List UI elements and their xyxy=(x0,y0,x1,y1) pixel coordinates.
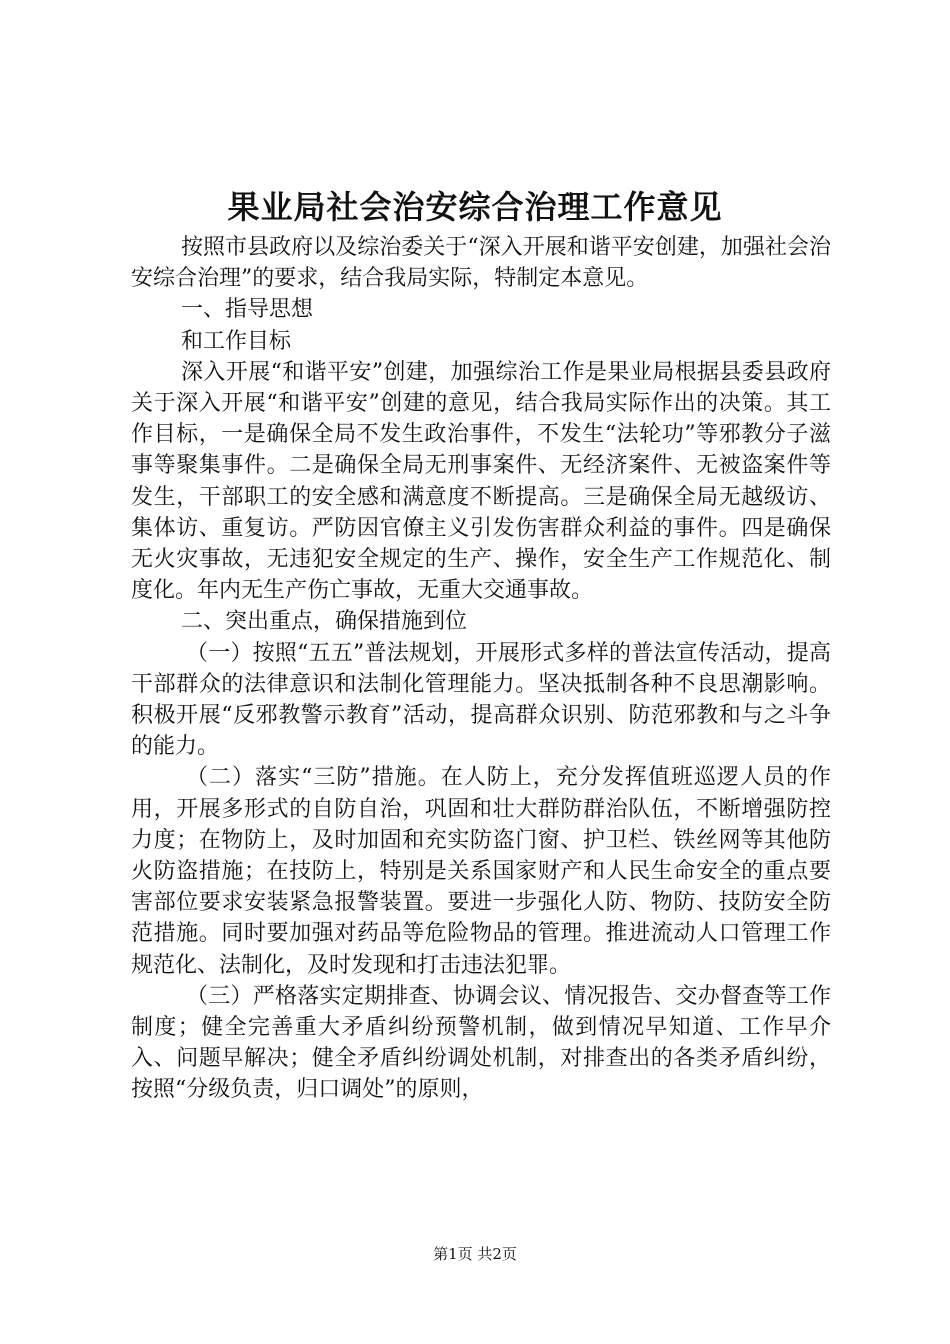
paragraph-item-2: （二）落实“三防”措施。在人防上，充分发挥值班巡逻人员的作用，开展多形式的自防自治，巩固和壮大群防群治队伍，不断增强防控力度；在物防上，及时加固和充实防盗门窗、护卫栏、铁丝网等其他防火防盗措施；在技防上，特别是关系国家财产和人民生命安全的重点要害部位要求安装紧急报警装置。要进一步强化人防、物防、技防安全防范措施。同时要加强对药品等危险物品的管理。推进流动人口管理工作规范化、法制化，及时发现和打击违法犯罪。 xyxy=(131,765,831,978)
document-title: 果业局社会治安综合治理工作意见 xyxy=(227,188,723,226)
section-heading-1: 一、指导思想 xyxy=(181,297,314,323)
paragraph-item-1: （一）按照“五五”普法规划，开展形式多样的普法宣传活动，提高干部群众的法律意识和法制化管理能力。坚决抵制各种不良思潮影响。积极开展“反邪教警示教育”活动，提高群众识别、防范邪教和与之斗争的能力。 xyxy=(131,640,831,760)
section-heading-1-continued: 和工作目标 xyxy=(181,328,292,354)
page-indicator: 第1页 共2页 xyxy=(433,1245,517,1263)
section-heading-2: 二、突出重点，确保措施到位 xyxy=(181,609,468,635)
paragraph-goals: 深入开展“和谐平安”创建，加强综治工作是果业局根据县委县政府关于深入开展“和谐平安”创建的意见，结合我局实际作出的决策。其工作目标，一是确保全局不发生政治事件，不发生“法轮功”等邪教分子滋事等聚集事件。二是确保全局无刑事案件、无经济案件、无被盗案件等发生，干部职工的安全感和满意度不断提高。三是确保全局无越级访、集体访、重复访。严防因官僚主义引发伤害群众利益的事件。四是确保无火灾事故，无违犯安全规定的生产、操作，安全生产工作规范化、制度化。年内无生产伤亡事故，无重大交通事故。 xyxy=(131,359,831,604)
paragraph-item-3: （三）严格落实定期排查、协调会议、情况报告、交办督查等工作制度；健全完善重大矛盾纠纷预警机制，做到情况早知道、工作早介入、问题早解决；健全矛盾纠纷调处机制，对排查出的各类矛盾纠纷，按照“分级负责，归口调处”的原则， xyxy=(131,983,831,1103)
paragraph-intro: 按照市县政府以及综治委关于“深入开展和谐平安创建，加强社会治安综合治理”的要求，结合我局实际，特制定本意见。 xyxy=(131,235,831,292)
document-body xyxy=(131,232,831,1106)
